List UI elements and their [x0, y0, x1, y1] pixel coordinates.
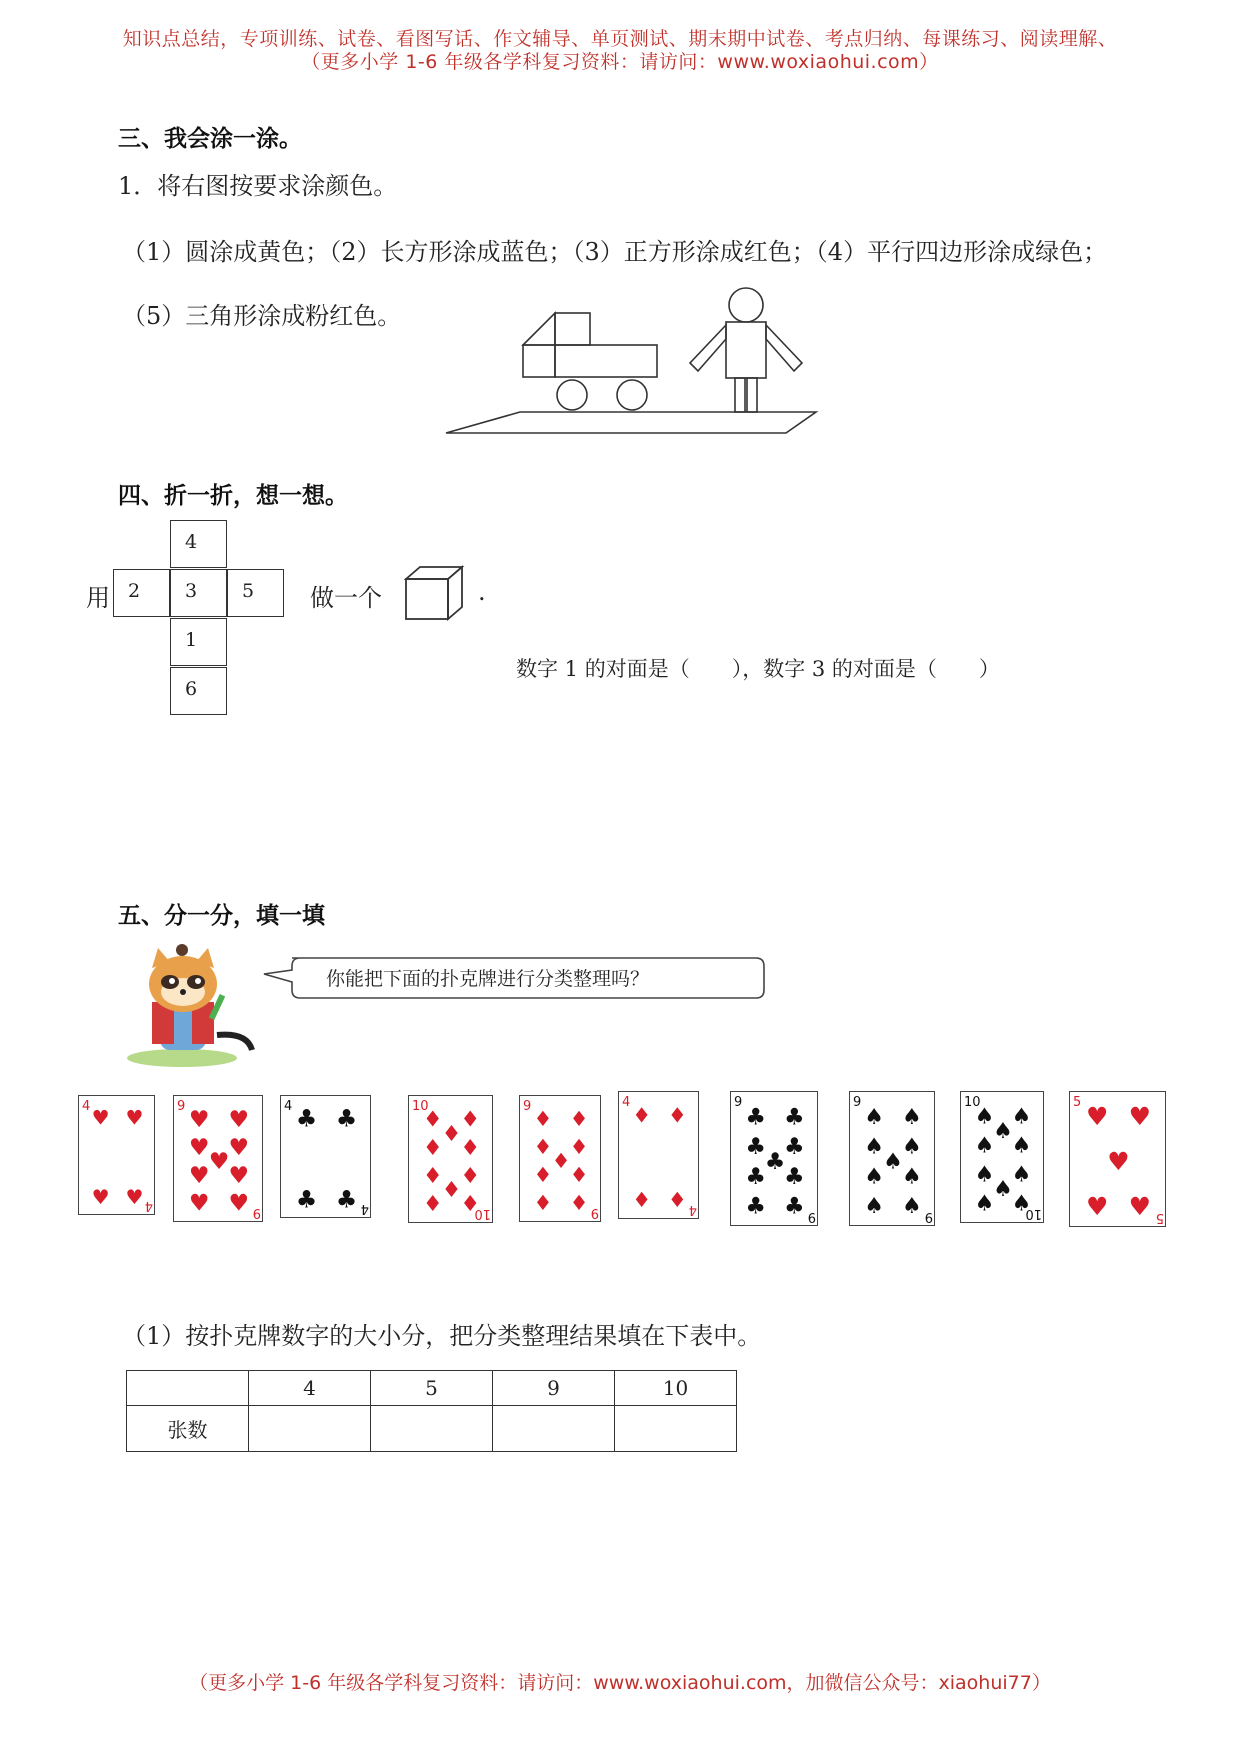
raccoon-mascot-icon	[122, 940, 262, 1070]
car-wheel-right	[617, 380, 647, 410]
card-pip: ♦	[460, 1192, 481, 1218]
playing-card-9-1	[173, 1095, 263, 1222]
card-pip: ♦	[441, 1121, 462, 1147]
card-rank: 4	[82, 1099, 91, 1114]
card-pip: ♥	[228, 1106, 250, 1133]
card-pip: ♥	[1085, 1102, 1109, 1132]
person-body-rectangle	[726, 322, 766, 378]
bubble-text: 你能把下面的扑克牌进行分类整理吗？	[326, 968, 650, 990]
card-pip: ♠	[902, 1134, 922, 1160]
card-rank: 10	[964, 1095, 981, 1110]
table-cell-10[interactable]	[615, 1406, 737, 1452]
card-pip: ♠	[864, 1105, 884, 1130]
card-pip: ♠	[1011, 1104, 1032, 1130]
card-rank-bottom: 5	[1155, 1210, 1164, 1225]
card-pip: ♠	[864, 1194, 884, 1220]
card-pip: ♦	[460, 1135, 481, 1161]
card-pip: ♠	[974, 1162, 995, 1188]
card-rank: 4	[622, 1095, 631, 1110]
card-pip: ♦	[533, 1163, 553, 1188]
playing-card-9-6	[730, 1091, 818, 1226]
card-pip: ♦	[422, 1192, 443, 1218]
card-rank: 9	[734, 1095, 743, 1110]
card-pip: ♠	[883, 1149, 903, 1175]
table-cell-4[interactable]	[249, 1406, 371, 1452]
card-pip: ♥	[188, 1190, 210, 1217]
table-header-empty	[127, 1371, 249, 1406]
card-pip: ♥	[1128, 1102, 1152, 1132]
card-pip: ♣	[745, 1193, 766, 1220]
section-5-title: 五、分一分，填一填	[118, 903, 325, 929]
card-pip: ♥	[1107, 1147, 1130, 1177]
car-front-rectangle	[523, 345, 555, 377]
playing-card-5-9	[1069, 1091, 1166, 1227]
person-right-leg	[747, 378, 757, 412]
period-mark: .	[478, 578, 486, 606]
card-pip: ♦	[569, 1135, 589, 1160]
card-rank: 9	[177, 1099, 186, 1114]
card-rank: 9	[853, 1095, 862, 1110]
card-pip: ♥	[125, 1184, 144, 1209]
card-pip: ♠	[993, 1118, 1013, 1144]
use-label: 用	[86, 584, 110, 612]
card-pip: ♠	[993, 1177, 1013, 1203]
table-row-label: 张数	[127, 1406, 249, 1452]
card-pip: ♠	[864, 1164, 884, 1190]
net-face-top: 4	[170, 520, 227, 568]
car-square	[555, 313, 590, 345]
card-pip: ♥	[125, 1105, 144, 1130]
card-pip: ♦	[422, 1107, 443, 1133]
playing-card-9-4	[519, 1095, 601, 1222]
card-pip: ♦	[569, 1107, 589, 1132]
section-5-question-1: （1）按扑克牌数字的大小分，把分类整理结果填在下表中。	[122, 1322, 762, 1350]
card-pip: ♦	[460, 1164, 481, 1190]
card-rank-bottom: 4	[144, 1198, 153, 1213]
card-count-table	[126, 1370, 737, 1452]
card-pip: ♥	[208, 1148, 230, 1175]
coloring-instructions-line-2: （5）三角形涂成粉红色。	[122, 302, 402, 330]
card-rank-bottom: 10	[1025, 1206, 1042, 1221]
card-rank-bottom: 9	[252, 1205, 261, 1220]
card-pip: ♦	[460, 1107, 481, 1133]
card-pip: ♣	[335, 1185, 358, 1214]
header-line-2: （更多小学 1-6 年级各学科复习资料：请访问：www.woxiaohui.com）	[301, 51, 939, 73]
card-pip: ♥	[188, 1162, 210, 1189]
card-pip: ♥	[228, 1190, 250, 1217]
card-pip: ♠	[902, 1194, 922, 1220]
car-triangle	[523, 313, 555, 345]
table-header-5: 5	[371, 1371, 493, 1406]
card-pip: ♥	[188, 1106, 210, 1133]
net-face-below: 1	[170, 618, 227, 666]
card-pip: ♦	[533, 1135, 553, 1160]
card-rank-bottom: 10	[474, 1206, 491, 1221]
card-pip: ♥	[1085, 1191, 1109, 1221]
opposite-face-question: 数字 1 的对面是（ ），数字 3 的对面是（ ）	[516, 657, 1000, 681]
card-pip: ♥	[228, 1134, 250, 1161]
table-cell-5[interactable]	[371, 1406, 493, 1452]
person-left-leg	[735, 378, 745, 412]
card-pip: ♦	[667, 1187, 687, 1212]
card-pip: ♦	[632, 1187, 652, 1212]
card-pip: ♦	[533, 1107, 553, 1132]
card-pip: ♦	[569, 1191, 589, 1216]
card-pip: ♠	[974, 1191, 995, 1217]
footer-text: （更多小学 1-6 年级各学科复习资料：请访问：www.woxiaohui.com，加微信公众号：xiaohui77）	[189, 1672, 1051, 1694]
card-rank-bottom: 4	[688, 1202, 697, 1217]
table-cell-9[interactable]	[493, 1406, 615, 1452]
person-head-circle	[729, 288, 763, 322]
section-3-title: 三、我会涂一涂。	[118, 126, 302, 152]
playing-card-4-0	[78, 1095, 155, 1215]
card-pip: ♠	[902, 1105, 922, 1130]
card-pip: ♥	[91, 1184, 110, 1209]
card-pip: ♠	[974, 1133, 995, 1159]
person-left-arm	[690, 325, 726, 371]
card-pip: ♠	[902, 1164, 922, 1190]
card-pip: ♦	[551, 1149, 571, 1174]
card-pip: ♣	[784, 1134, 805, 1161]
card-pip: ♠	[1011, 1162, 1032, 1188]
card-rank-bottom: 9	[924, 1209, 933, 1224]
card-pip: ♦	[441, 1178, 462, 1204]
playing-card-4-2	[280, 1095, 371, 1218]
card-rank-bottom: 4	[360, 1201, 369, 1216]
card-pip: ♣	[745, 1104, 766, 1131]
card-pip: ♣	[784, 1104, 805, 1131]
card-pip: ♦	[533, 1191, 553, 1216]
card-pip: ♣	[295, 1185, 318, 1214]
section-4-title: 四、折一折，想一想。	[118, 483, 348, 509]
card-pip: ♦	[422, 1164, 443, 1190]
coloring-instructions-line-1: （1）圆涂成黄色；（2）长方形涂成蓝色；（3）正方形涂成红色；（4）平行四边形涂成绿色；	[122, 238, 1108, 266]
car-wheel-left	[557, 380, 587, 410]
shapes-figure	[440, 285, 830, 440]
card-pip: ♠	[1011, 1133, 1032, 1159]
car-back-rectangle	[555, 345, 657, 377]
playing-card-10-3	[408, 1095, 493, 1223]
net-face-bottom: 6	[170, 667, 227, 715]
card-pip: ♣	[745, 1134, 766, 1161]
card-pip: ♣	[295, 1104, 318, 1133]
cube-icon	[404, 565, 466, 621]
table-header-9: 9	[493, 1371, 615, 1406]
card-pip: ♦	[422, 1135, 443, 1161]
card-pip: ♦	[667, 1103, 687, 1128]
table-header-4: 4	[249, 1371, 371, 1406]
card-rank-bottom: 9	[807, 1209, 816, 1224]
card-rank: 9	[523, 1099, 532, 1114]
card-pip: ♣	[764, 1148, 786, 1175]
card-pip: ♣	[784, 1193, 805, 1220]
card-pip: ♦	[569, 1163, 589, 1188]
card-rank: 10	[412, 1099, 429, 1114]
card-pip: ♥	[228, 1162, 250, 1189]
net-face-center: 3	[170, 569, 227, 617]
card-rank-bottom: 9	[590, 1205, 599, 1220]
section-3-question-1: 1．将右图按要求涂颜色。	[118, 172, 398, 200]
card-pip: ♥	[91, 1105, 110, 1130]
card-rank: 4	[284, 1099, 293, 1114]
card-pip: ♠	[1011, 1191, 1032, 1217]
card-rank: 5	[1073, 1095, 1082, 1110]
ground-parallelogram	[446, 412, 816, 433]
header-line-1: 知识点总结，专项训练、试卷、看图写话、作文辅导、单页测试、期末期中试卷、考点归纳、每课练习、阅读理解、	[122, 28, 1118, 50]
card-pip: ♣	[335, 1104, 358, 1133]
card-pip: ♥	[1128, 1191, 1152, 1221]
make-label: 做一个	[310, 584, 382, 612]
playing-card-10-8	[960, 1091, 1044, 1223]
playing-card-9-7	[849, 1091, 935, 1226]
net-face-right: 5	[227, 569, 284, 617]
card-pip: ♣	[784, 1163, 805, 1190]
person-right-arm	[766, 325, 802, 371]
card-pip: ♦	[632, 1103, 652, 1128]
playing-card-4-5	[618, 1091, 699, 1219]
table-header-10: 10	[615, 1371, 737, 1406]
net-face-left: 2	[113, 569, 170, 617]
card-pip: ♥	[188, 1134, 210, 1161]
card-pip: ♣	[745, 1163, 766, 1190]
card-pip: ♠	[974, 1104, 995, 1130]
card-pip: ♠	[864, 1134, 884, 1160]
